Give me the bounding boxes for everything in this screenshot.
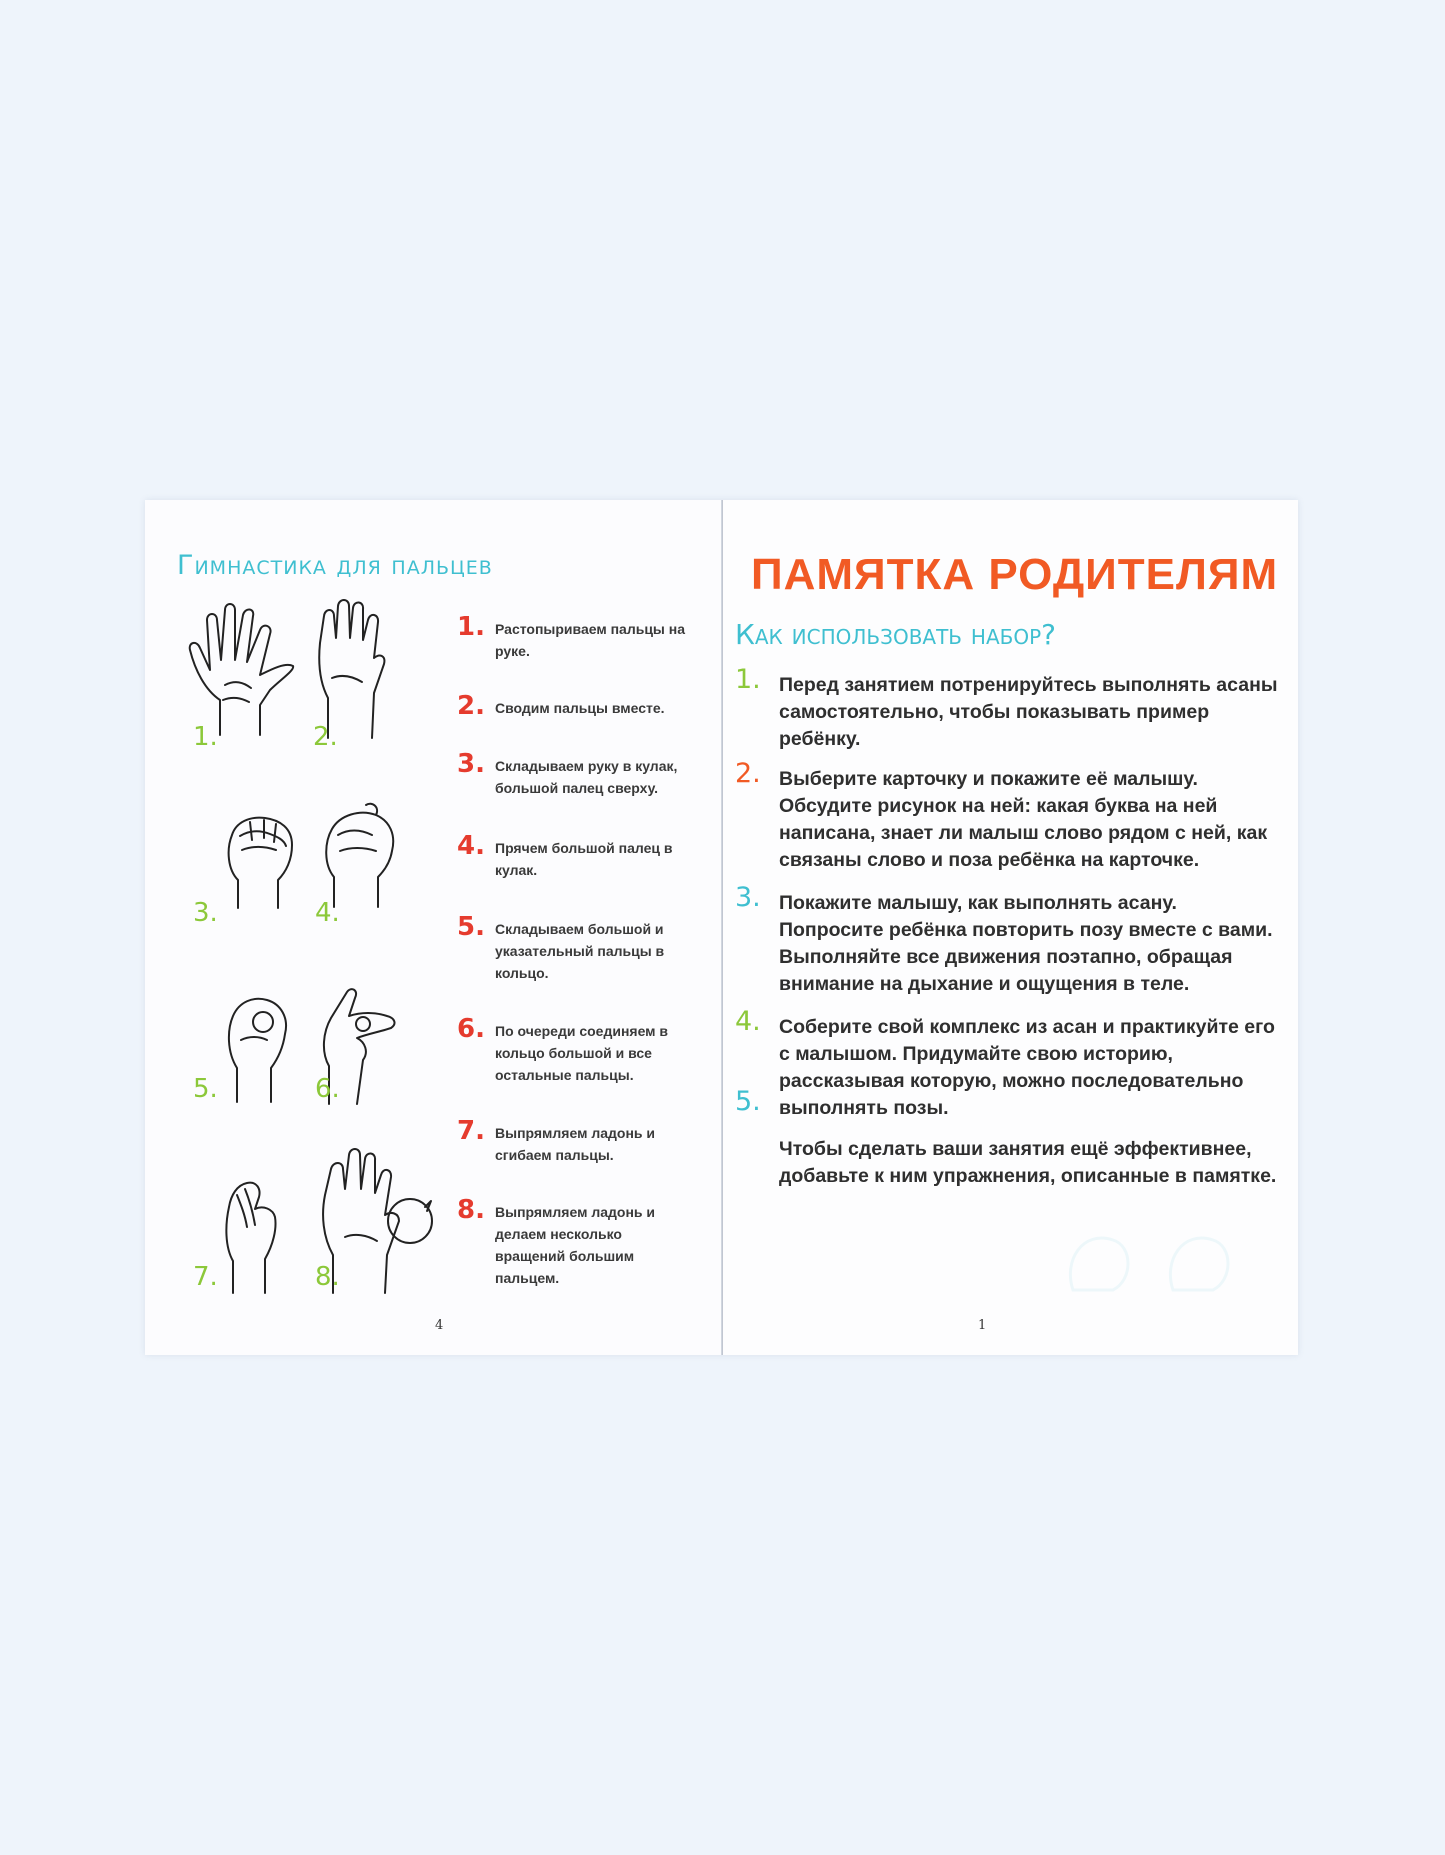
step-text: Выпрямляем ладонь и сгибаем пальцы. <box>495 1125 656 1163</box>
tip-text: Соберите свой комплекс из асан и практикуйте его с малышом. Придумайте свою историю, рассказывая которую, можно последовательно выполнять позы. <box>779 1016 1275 1119</box>
left-page-number: 4 <box>435 1318 444 1333</box>
step-number: 4. <box>457 831 485 861</box>
step-number: 8. <box>457 1195 485 1225</box>
right-page <box>723 500 1298 1355</box>
right-page-title: ПАМЯТКА РОДИТЕЛЯМ <box>751 550 1279 599</box>
hand-label-6: 6. <box>315 1074 340 1104</box>
hand-label-1: 1. <box>193 722 218 752</box>
step-text: Сводим пальцы вместе. <box>495 700 665 716</box>
right-page-subtitle: Как использовать набор? <box>735 618 1057 651</box>
step-number: 5. <box>457 912 485 942</box>
hand-label-4: 4. <box>315 898 340 928</box>
hand-label-8: 8. <box>315 1262 340 1292</box>
tip-number: 5. <box>735 1086 761 1117</box>
tip-number: 1. <box>735 664 761 695</box>
tip-number: 3. <box>735 882 761 913</box>
hand-illustration-1 <box>185 600 295 740</box>
hand-illustration-4 <box>320 795 400 910</box>
step-number: 6. <box>457 1014 485 1044</box>
tip-text: Чтобы сделать ваши занятия ещё эффективнее, добавьте к ним упражнения, описанные в памятке. <box>779 1138 1277 1187</box>
step-number: 3. <box>457 749 485 779</box>
hand-illustration-7 <box>215 1175 290 1295</box>
tip-text: Покажите малышу, как выполнять асану. Попросите ребёнка повторить позу вместе с вами. Выполняйте все движения поэтапно, обращая внимание на дыхание и ощущения в теле. <box>779 892 1273 995</box>
hand-label-5: 5. <box>193 1074 218 1104</box>
step-text: Прячем большой палец в кулак. <box>495 840 673 878</box>
bent-fingers-hand-icon <box>215 1175 290 1295</box>
step-text: По очереди соединяем в кольцо большой и все остальные пальцы. <box>495 1023 669 1083</box>
step-text: Складываем руку в кулак, большой палец сверху. <box>495 758 678 796</box>
fist-thumb-in-icon <box>320 795 400 910</box>
hand-label-7: 7. <box>193 1262 218 1292</box>
book-spread <box>145 500 1298 1355</box>
step-number: 1. <box>457 612 485 642</box>
tip-number: 2. <box>735 758 761 789</box>
tip-number: 4. <box>735 1006 761 1037</box>
step-number: 2. <box>457 691 485 721</box>
hand-label-2: 2. <box>313 722 338 752</box>
left-page-title: Гимнастика для пальцев <box>177 550 493 581</box>
step-text: Выпрямляем ладонь и делаем несколько вращений большим пальцем. <box>495 1204 656 1286</box>
fist-thumb-up-icon <box>220 800 300 910</box>
hand-illustration-3 <box>220 800 300 910</box>
open-hand-spread-icon <box>185 600 295 740</box>
step-text: Растопыриваем пальцы на руке. <box>495 621 686 659</box>
hand-label-3: 3. <box>193 898 218 928</box>
ok-ring-hand-icon <box>223 990 293 1105</box>
step-text: Складываем большой и указательный пальцы в кольцо. <box>495 921 665 981</box>
left-page <box>145 500 723 1355</box>
step-number: 7. <box>457 1116 485 1146</box>
tip-text: Выберите карточку и покажите её малышу. Обсудите рисунок на ней: какая буква на ней написана, знает ли малыш слово рядом с ней, как связаны слово и поза ребёнка на карточке. <box>779 768 1268 871</box>
right-page-number: 1 <box>978 1318 987 1333</box>
hand-illustration-5 <box>223 990 293 1105</box>
tip-text: Перед занятием потренируйтесь выполнять асаны самостоятельно, чтобы показывать пример ребёнку. <box>779 674 1278 750</box>
